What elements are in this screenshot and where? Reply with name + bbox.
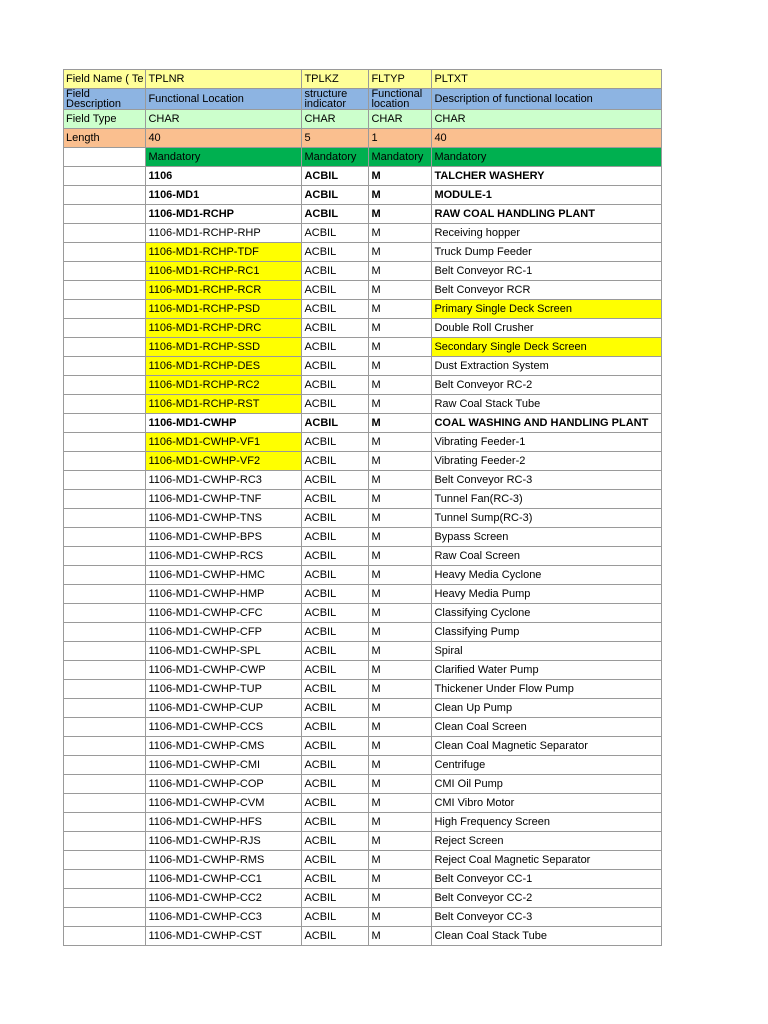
table-row bbox=[64, 509, 662, 528]
location-cell[interactable]: 1106-MD1-RCHP-DES bbox=[146, 357, 302, 376]
header-cell[interactable]: FLTYP bbox=[369, 70, 432, 89]
empty-cell[interactable] bbox=[64, 509, 146, 528]
type-cell[interactable]: M bbox=[369, 395, 432, 414]
description-cell[interactable]: Clarified Water Pump bbox=[432, 661, 662, 680]
header-cell[interactable]: Mandatory bbox=[302, 148, 369, 167]
location-cell[interactable]: 1106-MD1-CWHP-CUP bbox=[146, 699, 302, 718]
type-cell[interactable]: M bbox=[369, 471, 432, 490]
description-cell[interactable]: Belt Conveyor CC-1 bbox=[432, 870, 662, 889]
type-cell[interactable]: M bbox=[369, 319, 432, 338]
empty-cell[interactable] bbox=[64, 699, 146, 718]
description-cell[interactable]: Clean Coal Screen bbox=[432, 718, 662, 737]
table-row bbox=[64, 414, 662, 433]
indicator-cell[interactable]: ACBIL bbox=[302, 794, 369, 813]
indicator-cell[interactable]: ACBIL bbox=[302, 566, 369, 585]
type-cell[interactable]: M bbox=[369, 832, 432, 851]
location-cell[interactable]: 1106-MD1-CWHP-RC3 bbox=[146, 471, 302, 490]
table-row bbox=[64, 813, 662, 832]
empty-cell[interactable] bbox=[64, 319, 146, 338]
location-cell[interactable]: 1106-MD1-CWHP-TNF bbox=[146, 490, 302, 509]
header-row-len bbox=[64, 129, 662, 148]
header-row-name bbox=[64, 70, 662, 89]
description-cell[interactable]: Dust Extraction System bbox=[432, 357, 662, 376]
table-row bbox=[64, 471, 662, 490]
type-cell[interactable]: M bbox=[369, 737, 432, 756]
table-row bbox=[64, 737, 662, 756]
header-cell[interactable]: CHAR bbox=[369, 110, 432, 129]
spreadsheet-body bbox=[64, 70, 662, 946]
location-cell[interactable]: 1106-MD1-CWHP-VF1 bbox=[146, 433, 302, 452]
indicator-cell[interactable]: ACBIL bbox=[302, 338, 369, 357]
description-cell[interactable]: Primary Single Deck Screen bbox=[432, 300, 662, 319]
table-row bbox=[64, 718, 662, 737]
table-row bbox=[64, 376, 662, 395]
location-cell[interactable]: 1106-MD1-CWHP-CC2 bbox=[146, 889, 302, 908]
type-cell[interactable]: M bbox=[369, 414, 432, 433]
location-cell[interactable]: 1106-MD1-CWHP-CMS bbox=[146, 737, 302, 756]
header-cell[interactable]: Functional location bbox=[369, 89, 432, 110]
location-cell[interactable]: 1106-MD1-RCHP-RC2 bbox=[146, 376, 302, 395]
description-cell[interactable]: Classifying Pump bbox=[432, 623, 662, 642]
table-row bbox=[64, 661, 662, 680]
location-cell[interactable]: 1106-MD1-RCHP-PSD bbox=[146, 300, 302, 319]
description-cell[interactable]: Belt Conveyor RC-3 bbox=[432, 471, 662, 490]
table-row bbox=[64, 319, 662, 338]
location-cell[interactable]: 1106-MD1-CWHP-BPS bbox=[146, 528, 302, 547]
indicator-cell[interactable]: ACBIL bbox=[302, 718, 369, 737]
header-cell[interactable]: Description of functional location bbox=[432, 89, 662, 110]
location-cell[interactable]: 1106-MD1-CWHP-HFS bbox=[146, 813, 302, 832]
location-cell[interactable]: 1106-MD1-CWHP-CC3 bbox=[146, 908, 302, 927]
indicator-cell[interactable]: ACBIL bbox=[302, 300, 369, 319]
table-row bbox=[64, 585, 662, 604]
header-cell[interactable]: TPLNR bbox=[146, 70, 302, 89]
table-row bbox=[64, 832, 662, 851]
type-cell[interactable]: M bbox=[369, 490, 432, 509]
indicator-cell[interactable]: ACBIL bbox=[302, 452, 369, 471]
header-cell[interactable]: 1 bbox=[369, 129, 432, 148]
description-cell[interactable]: Classifying Cyclone bbox=[432, 604, 662, 623]
header-cell[interactable]: Mandatory bbox=[146, 148, 302, 167]
description-cell[interactable]: Belt Conveyor RC-2 bbox=[432, 376, 662, 395]
location-cell[interactable]: 1106-MD1-CWHP-VF2 bbox=[146, 452, 302, 471]
location-cell[interactable]: 1106-MD1-CWHP-TUP bbox=[146, 680, 302, 699]
location-cell[interactable]: 1106-MD1-CWHP-CFC bbox=[146, 604, 302, 623]
type-cell[interactable]: M bbox=[369, 566, 432, 585]
type-cell[interactable]: M bbox=[369, 528, 432, 547]
header-cell[interactable]: 40 bbox=[146, 129, 302, 148]
description-cell[interactable]: Centrifuge bbox=[432, 756, 662, 775]
indicator-cell[interactable]: ACBIL bbox=[302, 813, 369, 832]
empty-cell[interactable] bbox=[64, 661, 146, 680]
table-row bbox=[64, 870, 662, 889]
indicator-cell[interactable]: ACBIL bbox=[302, 414, 369, 433]
header-cell[interactable] bbox=[64, 148, 146, 167]
indicator-cell[interactable]: ACBIL bbox=[302, 167, 369, 186]
table-row bbox=[64, 452, 662, 471]
header-cell[interactable]: 40 bbox=[432, 129, 662, 148]
header-cell[interactable]: Length bbox=[64, 129, 146, 148]
indicator-cell[interactable]: ACBIL bbox=[302, 870, 369, 889]
type-cell[interactable]: M bbox=[369, 870, 432, 889]
location-cell[interactable]: 1106-MD1-CWHP-CWP bbox=[146, 661, 302, 680]
table-row bbox=[64, 433, 662, 452]
location-cell[interactable]: 1106-MD1-RCHP-RCR bbox=[146, 281, 302, 300]
description-cell[interactable]: Reject Screen bbox=[432, 832, 662, 851]
empty-cell[interactable] bbox=[64, 167, 146, 186]
type-cell[interactable]: M bbox=[369, 224, 432, 243]
description-cell[interactable]: High Frequency Screen bbox=[432, 813, 662, 832]
location-cell[interactable]: 1106-MD1-RCHP-DRC bbox=[146, 319, 302, 338]
indicator-cell[interactable]: ACBIL bbox=[302, 737, 369, 756]
header-cell[interactable]: Functional Location bbox=[146, 89, 302, 110]
table-row bbox=[64, 243, 662, 262]
type-cell[interactable]: M bbox=[369, 851, 432, 870]
indicator-cell[interactable]: ACBIL bbox=[302, 756, 369, 775]
indicator-cell[interactable]: ACBIL bbox=[302, 908, 369, 927]
table-row bbox=[64, 623, 662, 642]
description-cell[interactable]: Thickener Under Flow Pump bbox=[432, 680, 662, 699]
empty-cell[interactable] bbox=[64, 224, 146, 243]
type-cell[interactable]: M bbox=[369, 262, 432, 281]
indicator-cell[interactable]: ACBIL bbox=[302, 604, 369, 623]
indicator-cell[interactable]: ACBIL bbox=[302, 661, 369, 680]
empty-cell[interactable] bbox=[64, 243, 146, 262]
indicator-cell[interactable]: ACBIL bbox=[302, 376, 369, 395]
empty-cell[interactable] bbox=[64, 547, 146, 566]
table-row bbox=[64, 300, 662, 319]
table-row bbox=[64, 699, 662, 718]
location-cell[interactable]: 1106-MD1-CWHP-CST bbox=[146, 927, 302, 946]
indicator-cell[interactable]: ACBIL bbox=[302, 528, 369, 547]
header-row-type bbox=[64, 110, 662, 129]
empty-cell[interactable] bbox=[64, 680, 146, 699]
location-cell[interactable]: 1106-MD1-RCHP-RC1 bbox=[146, 262, 302, 281]
spreadsheet-table bbox=[63, 69, 662, 946]
indicator-cell[interactable]: ACBIL bbox=[302, 490, 369, 509]
empty-cell[interactable] bbox=[64, 908, 146, 927]
location-cell[interactable]: 1106-MD1-CWHP-TNS bbox=[146, 509, 302, 528]
location-cell[interactable]: 1106-MD1-CWHP bbox=[146, 414, 302, 433]
table-row bbox=[64, 927, 662, 946]
indicator-cell[interactable]: ACBIL bbox=[302, 243, 369, 262]
empty-cell[interactable] bbox=[64, 832, 146, 851]
type-cell[interactable]: M bbox=[369, 642, 432, 661]
type-cell[interactable]: M bbox=[369, 775, 432, 794]
type-cell[interactable]: M bbox=[369, 661, 432, 680]
location-cell[interactable]: 1106-MD1-CWHP-CMI bbox=[146, 756, 302, 775]
empty-cell[interactable] bbox=[64, 205, 146, 224]
type-cell[interactable]: M bbox=[369, 623, 432, 642]
description-cell[interactable]: Vibrating Feeder-2 bbox=[432, 452, 662, 471]
indicator-cell[interactable]: ACBIL bbox=[302, 680, 369, 699]
description-cell[interactable]: Receiving hopper bbox=[432, 224, 662, 243]
type-cell[interactable]: M bbox=[369, 756, 432, 775]
indicator-cell[interactable]: ACBIL bbox=[302, 281, 369, 300]
description-cell[interactable]: Clean Coal Stack Tube bbox=[432, 927, 662, 946]
description-cell[interactable]: Tunnel Sump(RC-3) bbox=[432, 509, 662, 528]
empty-cell[interactable] bbox=[64, 357, 146, 376]
table-row bbox=[64, 528, 662, 547]
type-cell[interactable]: M bbox=[369, 205, 432, 224]
location-cell[interactable]: 1106-MD1-CWHP-COP bbox=[146, 775, 302, 794]
empty-cell[interactable] bbox=[64, 813, 146, 832]
header-row-mand bbox=[64, 148, 662, 167]
table-row bbox=[64, 281, 662, 300]
type-cell[interactable]: M bbox=[369, 889, 432, 908]
indicator-cell[interactable]: ACBIL bbox=[302, 642, 369, 661]
description-cell[interactable]: Heavy Media Cyclone bbox=[432, 566, 662, 585]
description-cell[interactable]: CMI Vibro Motor bbox=[432, 794, 662, 813]
indicator-cell[interactable]: ACBIL bbox=[302, 623, 369, 642]
empty-cell[interactable] bbox=[64, 623, 146, 642]
type-cell[interactable]: M bbox=[369, 300, 432, 319]
location-cell[interactable]: 1106-MD1-RCHP-RHP bbox=[146, 224, 302, 243]
header-cell[interactable]: Mandatory bbox=[432, 148, 662, 167]
empty-cell[interactable] bbox=[64, 186, 146, 205]
empty-cell[interactable] bbox=[64, 642, 146, 661]
header-row-desc bbox=[64, 89, 662, 110]
table-row bbox=[64, 680, 662, 699]
table-row bbox=[64, 224, 662, 243]
table-row bbox=[64, 490, 662, 509]
description-cell[interactable]: Clean Up Pump bbox=[432, 699, 662, 718]
empty-cell[interactable] bbox=[64, 737, 146, 756]
empty-cell[interactable] bbox=[64, 395, 146, 414]
empty-cell[interactable] bbox=[64, 300, 146, 319]
table-row bbox=[64, 908, 662, 927]
table-row bbox=[64, 566, 662, 585]
table-row bbox=[64, 205, 662, 224]
location-cell[interactable]: 1106-MD1-CWHP-SPL bbox=[146, 642, 302, 661]
indicator-cell[interactable]: ACBIL bbox=[302, 775, 369, 794]
table-row bbox=[64, 794, 662, 813]
empty-cell[interactable] bbox=[64, 376, 146, 395]
empty-cell[interactable] bbox=[64, 870, 146, 889]
indicator-cell[interactable]: ACBIL bbox=[302, 224, 369, 243]
table-row bbox=[64, 167, 662, 186]
description-cell[interactable]: Belt Conveyor RCR bbox=[432, 281, 662, 300]
description-cell[interactable]: Clean Coal Magnetic Separator bbox=[432, 737, 662, 756]
empty-cell[interactable] bbox=[64, 414, 146, 433]
indicator-cell[interactable]: ACBIL bbox=[302, 585, 369, 604]
indicator-cell[interactable]: ACBIL bbox=[302, 319, 369, 338]
description-cell[interactable]: MODULE-1 bbox=[432, 186, 662, 205]
location-cell[interactable]: 1106-MD1-RCHP-SSD bbox=[146, 338, 302, 357]
location-cell[interactable]: 1106-MD1-CWHP-CVM bbox=[146, 794, 302, 813]
description-cell[interactable]: Reject Coal Magnetic Separator bbox=[432, 851, 662, 870]
table-row bbox=[64, 547, 662, 566]
description-cell[interactable]: Belt Conveyor CC-2 bbox=[432, 889, 662, 908]
description-cell[interactable]: Raw Coal Screen bbox=[432, 547, 662, 566]
header-cell[interactable]: structure indicator bbox=[302, 89, 369, 110]
description-cell[interactable]: COAL WASHING AND HANDLING PLANT bbox=[432, 414, 662, 433]
empty-cell[interactable] bbox=[64, 851, 146, 870]
header-cell[interactable]: CHAR bbox=[302, 110, 369, 129]
indicator-cell[interactable]: ACBIL bbox=[302, 509, 369, 528]
location-cell[interactable]: 1106-MD1-CWHP-RJS bbox=[146, 832, 302, 851]
table-row bbox=[64, 186, 662, 205]
description-cell[interactable]: Secondary Single Deck Screen bbox=[432, 338, 662, 357]
location-cell[interactable]: 1106 bbox=[146, 167, 302, 186]
table-row bbox=[64, 604, 662, 623]
empty-cell[interactable] bbox=[64, 566, 146, 585]
type-cell[interactable]: M bbox=[369, 718, 432, 737]
table-row bbox=[64, 889, 662, 908]
header-cell[interactable]: Field Name ( Te bbox=[64, 70, 146, 89]
type-cell[interactable]: M bbox=[369, 927, 432, 946]
description-cell[interactable]: RAW COAL HANDLING PLANT bbox=[432, 205, 662, 224]
location-cell[interactable]: 1106-MD1-CWHP-CCS bbox=[146, 718, 302, 737]
description-cell[interactable]: Vibrating Feeder-1 bbox=[432, 433, 662, 452]
indicator-cell[interactable]: ACBIL bbox=[302, 547, 369, 566]
empty-cell[interactable] bbox=[64, 471, 146, 490]
type-cell[interactable]: M bbox=[369, 186, 432, 205]
indicator-cell[interactable]: ACBIL bbox=[302, 205, 369, 224]
header-cell[interactable]: CHAR bbox=[146, 110, 302, 129]
indicator-cell[interactable]: ACBIL bbox=[302, 699, 369, 718]
table-row bbox=[64, 338, 662, 357]
type-cell[interactable]: M bbox=[369, 357, 432, 376]
type-cell[interactable]: M bbox=[369, 699, 432, 718]
location-cell[interactable]: 1106-MD1-CWHP-CC1 bbox=[146, 870, 302, 889]
type-cell[interactable]: M bbox=[369, 547, 432, 566]
indicator-cell[interactable]: ACBIL bbox=[302, 433, 369, 452]
location-cell[interactable]: 1106-MD1-CWHP-HMC bbox=[146, 566, 302, 585]
type-cell[interactable]: M bbox=[369, 794, 432, 813]
description-cell[interactable]: Belt Conveyor RC-1 bbox=[432, 262, 662, 281]
empty-cell[interactable] bbox=[64, 927, 146, 946]
description-cell[interactable]: Spiral bbox=[432, 642, 662, 661]
indicator-cell[interactable]: ACBIL bbox=[302, 186, 369, 205]
type-cell[interactable]: M bbox=[369, 908, 432, 927]
type-cell[interactable]: M bbox=[369, 585, 432, 604]
description-cell[interactable]: Truck Dump Feeder bbox=[432, 243, 662, 262]
indicator-cell[interactable]: ACBIL bbox=[302, 889, 369, 908]
indicator-cell[interactable]: ACBIL bbox=[302, 471, 369, 490]
type-cell[interactable]: M bbox=[369, 680, 432, 699]
type-cell[interactable]: M bbox=[369, 452, 432, 471]
type-cell[interactable]: M bbox=[369, 167, 432, 186]
header-cell[interactable]: Field Type bbox=[64, 110, 146, 129]
type-cell[interactable]: M bbox=[369, 376, 432, 395]
table-row bbox=[64, 357, 662, 376]
type-cell[interactable]: M bbox=[369, 243, 432, 262]
type-cell[interactable]: M bbox=[369, 509, 432, 528]
table-row bbox=[64, 756, 662, 775]
type-cell[interactable]: M bbox=[369, 281, 432, 300]
empty-cell[interactable] bbox=[64, 452, 146, 471]
description-cell[interactable]: Heavy Media Pump bbox=[432, 585, 662, 604]
location-cell[interactable]: 1106-MD1-RCHP bbox=[146, 205, 302, 224]
empty-cell[interactable] bbox=[64, 889, 146, 908]
header-cell[interactable]: Field Description bbox=[64, 89, 146, 110]
header-cell[interactable]: PLTXT bbox=[432, 70, 662, 89]
empty-cell[interactable] bbox=[64, 281, 146, 300]
description-cell[interactable]: Bypass Screen bbox=[432, 528, 662, 547]
empty-cell[interactable] bbox=[64, 433, 146, 452]
header-cell[interactable]: 5 bbox=[302, 129, 369, 148]
location-cell[interactable]: 1106-MD1-CWHP-RCS bbox=[146, 547, 302, 566]
empty-cell[interactable] bbox=[64, 775, 146, 794]
empty-cell[interactable] bbox=[64, 756, 146, 775]
indicator-cell[interactable]: ACBIL bbox=[302, 851, 369, 870]
empty-cell[interactable] bbox=[64, 794, 146, 813]
table-row bbox=[64, 851, 662, 870]
description-cell[interactable]: TALCHER WASHERY bbox=[432, 167, 662, 186]
header-cell[interactable]: TPLKZ bbox=[302, 70, 369, 89]
type-cell[interactable]: M bbox=[369, 604, 432, 623]
location-cell[interactable]: 1106-MD1-RCHP-TDF bbox=[146, 243, 302, 262]
empty-cell[interactable] bbox=[64, 490, 146, 509]
location-cell[interactable]: 1106-MD1 bbox=[146, 186, 302, 205]
type-cell[interactable]: M bbox=[369, 338, 432, 357]
indicator-cell[interactable]: ACBIL bbox=[302, 262, 369, 281]
table-row bbox=[64, 262, 662, 281]
location-cell[interactable]: 1106-MD1-RCHP-RST bbox=[146, 395, 302, 414]
indicator-cell[interactable]: ACBIL bbox=[302, 832, 369, 851]
empty-cell[interactable] bbox=[64, 338, 146, 357]
location-cell[interactable]: 1106-MD1-CWHP-RMS bbox=[146, 851, 302, 870]
empty-cell[interactable] bbox=[64, 604, 146, 623]
location-cell[interactable]: 1106-MD1-CWHP-CFP bbox=[146, 623, 302, 642]
table-row bbox=[64, 775, 662, 794]
description-cell[interactable]: CMI Oil Pump bbox=[432, 775, 662, 794]
indicator-cell[interactable]: ACBIL bbox=[302, 357, 369, 376]
location-cell[interactable]: 1106-MD1-CWHP-HMP bbox=[146, 585, 302, 604]
description-cell[interactable]: Double Roll Crusher bbox=[432, 319, 662, 338]
header-cell[interactable]: Mandatory bbox=[369, 148, 432, 167]
type-cell[interactable]: M bbox=[369, 813, 432, 832]
description-cell[interactable]: Raw Coal Stack Tube bbox=[432, 395, 662, 414]
description-cell[interactable]: Tunnel Fan(RC-3) bbox=[432, 490, 662, 509]
empty-cell[interactable] bbox=[64, 528, 146, 547]
indicator-cell[interactable]: ACBIL bbox=[302, 395, 369, 414]
table-row bbox=[64, 395, 662, 414]
empty-cell[interactable] bbox=[64, 262, 146, 281]
empty-cell[interactable] bbox=[64, 718, 146, 737]
header-cell[interactable]: CHAR bbox=[432, 110, 662, 129]
empty-cell[interactable] bbox=[64, 585, 146, 604]
indicator-cell[interactable]: ACBIL bbox=[302, 927, 369, 946]
description-cell[interactable]: Belt Conveyor CC-3 bbox=[432, 908, 662, 927]
type-cell[interactable]: M bbox=[369, 433, 432, 452]
table-row bbox=[64, 642, 662, 661]
